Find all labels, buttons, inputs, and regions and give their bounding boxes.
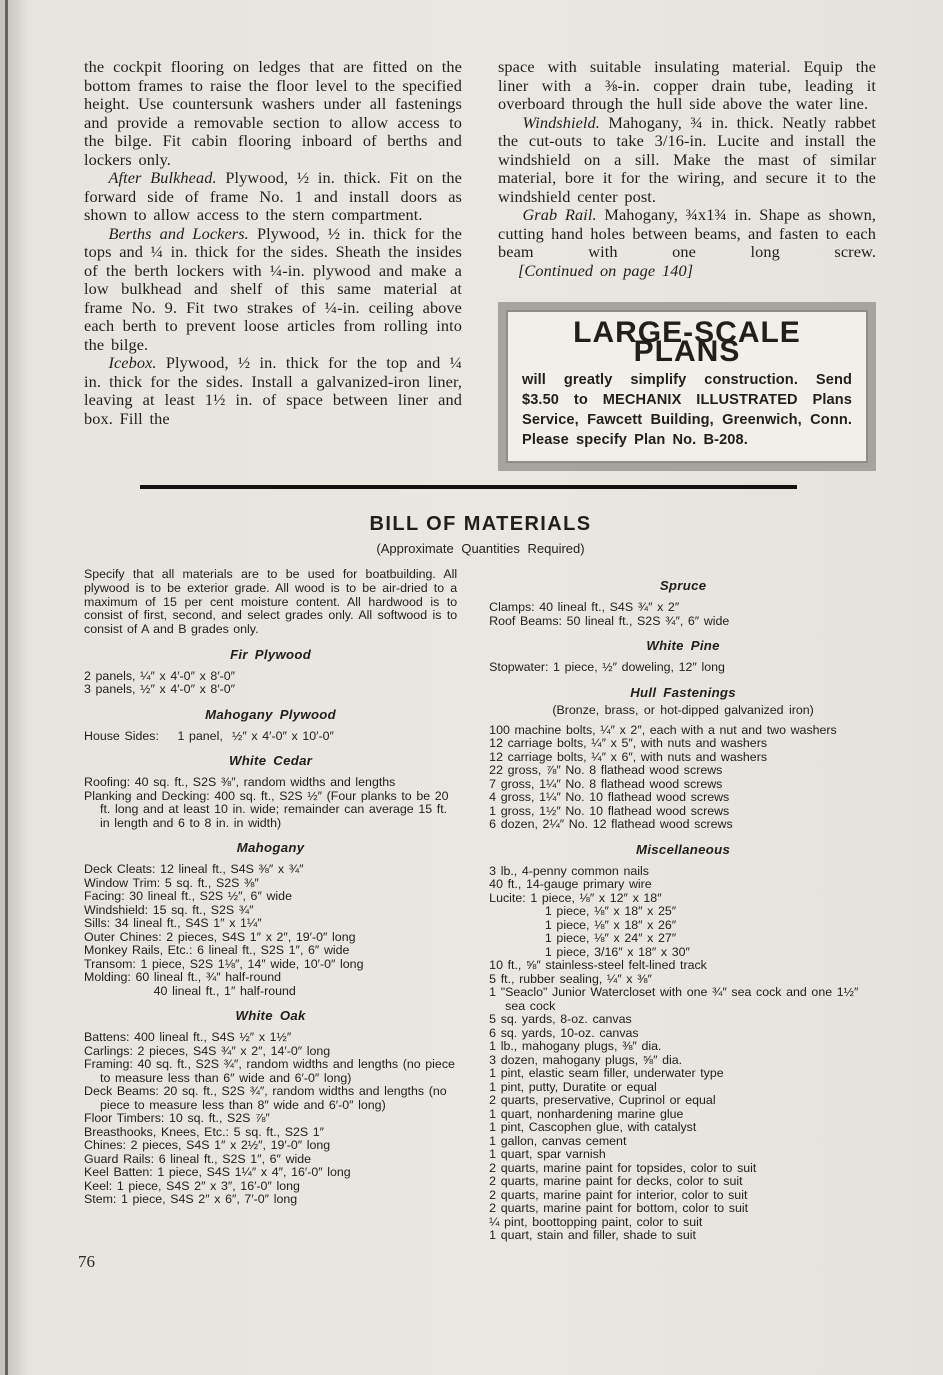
paragraph-text: Plywood, ½ in. thick for the top and ¼ in. thick for the sides. Install a galvanized-iron liner, leaving at least 1½ in. of space between liner and box. Fill the — [84, 353, 462, 428]
bom-item: Roofing: 40 sq. ft., S2S ⅜″, random widths and lengths — [84, 775, 396, 790]
bom-item: 2 quarts, marine paint for topsides, color to suit — [489, 1160, 757, 1175]
bom-item: Guard Rails: 6 lineal ft., S2S 1″, 6″ wide — [84, 1151, 312, 1166]
bom-item: 1 quart, stain and filler, shade to suit — [489, 1228, 696, 1242]
bom-item: Clamps: 40 lineal ft., S4S ¾″ x 2″ — [489, 600, 680, 614]
bom-item: 2 quarts, marine paint for decks, color to suit — [489, 1174, 743, 1188]
article-paragraph — [84, 169, 462, 225]
bom-item: Stopwater: 1 piece, ½″ doweling, 12″ long — [489, 660, 725, 674]
bom-item: Keel: 1 piece, S4S 2″ x 3″, 16′-0″ long — [84, 1178, 300, 1193]
paragraph-text: Mahogany, ¾ in. thick. Neatly rabbet the cut-outs to take 3/16-in. Lucite and install the windshield on a sill. Make the mast of similar material, bore it for the wiring, and secure it to the windshield center post. — [498, 112, 876, 206]
bom-item: 12 carriage bolts, ¼″ x 6″, with nuts and washers — [489, 749, 768, 764]
bom-item: Framing: 40 sq. ft., S2S ¾″, random widths and lengths (no piece to measure less than 6″ wide and 6′-0″ long) — [84, 1057, 460, 1085]
bom-section — [84, 753, 457, 830]
article-paragraph — [84, 58, 462, 169]
bom-section-heading: White Pine — [646, 638, 720, 653]
bom-section — [489, 842, 877, 1243]
page-number: 76 — [78, 1252, 95, 1271]
bom-item: Deck Cleats: 12 lineal ft., S4S ⅜″ x ¾″ — [84, 862, 304, 877]
paragraph-text: Plywood, ½ in. thick. Fit on the forward side of frame No. 1 and install doors as shown to allow access to the stern compartment. — [84, 168, 462, 224]
bom-section — [84, 1008, 460, 1207]
bom-section-heading: Mahogany Plywood — [205, 706, 337, 722]
bom-right-sections — [489, 578, 877, 1243]
bom-item: 1 quart, spar varnish — [489, 1147, 606, 1161]
bom-section — [84, 647, 457, 697]
bom-item: Battens: 400 lineal ft., S4S ½″ x 1½″ — [84, 1030, 292, 1045]
article-column-left — [84, 58, 462, 471]
page-content — [84, 58, 877, 1243]
bom-item: Windshield: 15 sq. ft., S2S ¾″ — [84, 902, 254, 917]
bom-section-heading: White Oak — [235, 1008, 306, 1024]
bom-section-heading: Mahogany — [236, 840, 305, 856]
bom-item: 40 ft., 14-gauge primary wire — [489, 877, 652, 891]
paragraph-text: Plywood, ½ in. thick for the tops and ¼ in. thick for the sides. Sheath the insides of the berth lockers with ¼-in. plywood and make a low bulkhead and shelf of this same material at frame No. 9. Fit two strakes of ¼-in. ceiling above each berth to prevent loose articles from rolling into the bilge. — [84, 223, 462, 354]
plans-offer-box — [498, 302, 876, 471]
bom-item: 5 ft., rubber sealing, ¼″ x ⅜″ — [489, 971, 652, 986]
bom-item: 3 dozen, mahogany plugs, ⅝″ dia. — [489, 1052, 683, 1067]
bom-left-sections — [84, 646, 460, 1207]
bom-item: ¼ pint, boottopping paint, color to suit — [489, 1214, 703, 1229]
article-paragraph — [498, 206, 876, 280]
bom-item: Facing: 30 lineal ft., S2S ½″, 6″ wide — [84, 889, 292, 904]
bom-item: Transom: 1 piece, S2S 1⅛″, 14″ wide, 10′-0″ long — [84, 956, 364, 971]
bom-section-heading: Miscellaneous — [636, 841, 731, 857]
bom-item: 6 sq. yards, 10-oz. canvas — [489, 1025, 639, 1040]
bom-item: 1 "Seaclo" Junior Watercloset with one ¾″ sea cock and one 1½″ sea cock — [489, 985, 864, 1013]
bom-item: 10 ft., ⅝″ stainless-steel felt-lined track — [489, 958, 707, 972]
bom-item: 2 panels, ¼″ x 4′-0″ x 8′-0″ — [84, 668, 236, 683]
bom-item: Carlings: 2 pieces, S4S ¾″ x 2″, 14′-0″ long — [84, 1043, 331, 1058]
paragraph-lead: Berths and Lockers. — [108, 223, 249, 243]
bom-item: Chines: 2 pieces, S4S 1″ x 2½″, 19′-0″ long — [84, 1138, 331, 1153]
bom-item: 1 lb., mahogany plugs, ⅜″ dia. — [489, 1039, 662, 1053]
paragraph-text: space with suitable insulating material. Equip the liner with a ⅜-in. copper drain tube, leading it overboard through the hull side above the water line. — [498, 57, 876, 113]
paragraph-text: Mahogany, ¾x1¾ in. Shape as shown, cutting hand holes between beams, and fasten to each beam with one long screw. — [498, 205, 876, 261]
page-spine-shading — [0, 0, 26, 1375]
plans-box-body: will greatly simplify construction. Send $3.50 to MECHANIX ILLUSTRATED Plans Service, Fawcett Building, Greenwich, Conn. Please specify Plan No. B-208. — [522, 372, 852, 448]
article-paragraph — [84, 354, 462, 428]
paragraph-text: the cockpit flooring on ledges that are fitted on the bottom frames to raise the floor level to the specified height. Use countersunk washers under all fastenings and provide a removable section to allow access to the bilge. Fit cabin flooring inboard of berths and lockers only. — [84, 57, 462, 169]
bom-section — [84, 840, 457, 998]
paragraph-lead: After Bulkhead. — [108, 168, 217, 187]
bom-section-note: (Bronze, brass, or hot-dipped galvanized iron) — [552, 702, 814, 717]
bom-item: Sills: 34 lineal ft., S4S 1″ x 1¼″ — [84, 916, 262, 931]
bom-section — [489, 578, 877, 628]
bom-section — [84, 707, 457, 744]
bom-item: Molding: 60 lineal ft., ¾″ half-round — [84, 970, 282, 985]
bom-item: 1 gallon, canvas cement — [489, 1133, 627, 1148]
article-paragraph — [498, 114, 876, 207]
bom-item: Breasthooks, Knees, Etc.: 5 sq. ft., S2S 1″ — [84, 1124, 325, 1139]
article-right-paragraphs — [498, 58, 876, 280]
bom-item: 12 carriage bolts, ¼″ x 5″, with nuts and washers — [489, 736, 768, 750]
bom-item: Monkey Rails, Etc.: 6 lineal ft., S2S 1″, 6″ wide — [84, 943, 350, 958]
bom-item: 1 piece, ⅛″ x 24″ x 27″ — [489, 931, 677, 945]
bom-item: Lucite: 1 piece, ⅛″ x 12″ x 18″ — [489, 890, 662, 905]
bom-columns — [84, 568, 877, 1243]
bom-section — [489, 685, 877, 832]
bom-item: Floor Timbers: 10 sq. ft., S2S ⅞″ — [84, 1111, 270, 1126]
bom-item: Stem: 1 piece, S4S 2″ x 6″, 7′-0″ long — [84, 1192, 298, 1207]
bom-item: 1 piece, 3/16″ x 18″ x 30″ — [489, 944, 690, 959]
bom-item: 3 panels, ½″ x 4′-0″ x 8′-0″ — [84, 682, 236, 697]
bom-title: BILL OF MATERIALS — [369, 513, 592, 535]
article-paragraph — [498, 58, 876, 114]
bom-item: 1 piece, ⅛″ x 18″ x 26″ — [489, 917, 677, 932]
bom-item: 2 quarts, preservative, Cuprinol or equal — [489, 1093, 716, 1107]
page-spine-line — [5, 0, 8, 1375]
bom-item: 4 gross, 1¼″ No. 10 flathead wood screws — [489, 790, 730, 804]
paragraph-lead: Icebox. — [108, 353, 157, 372]
bom-item: 5 sq. yards, 8-oz. canvas — [489, 1012, 632, 1026]
bom-item: House Sides: 1 panel, ½″ x 4′-0″ x 10′-0″ — [84, 728, 334, 743]
bom-item: Outer Chines: 2 pieces, S4S 1″ x 2″, 19′-0″ long — [84, 929, 356, 944]
bom-section — [489, 638, 877, 675]
bom-item: 6 dozen, 2¼″ No. 12 flathead wood screws — [489, 817, 733, 831]
bom-item: Deck Beams: 20 sq. ft., S2S ¾″, random widths and lengths (no piece to measure less than 8″ wide and 6′-0″ long) — [84, 1084, 452, 1112]
bom-item: 40 lineal ft., 1″ half-round — [84, 983, 296, 998]
bom-item: Planking and Decking: 400 sq. ft., S2S ½″ (Four planks to be 20 ft. long and at least 10 in. wide; remainder can average 15 ft. in length and 6 to 8 in. in width) — [84, 788, 454, 830]
article-column-right — [498, 58, 876, 471]
section-divider-rule — [140, 485, 797, 489]
bom-item: 1 piece, ⅛″ x 18″ x 25″ — [489, 904, 677, 918]
paragraph-lead: Windshield. — [522, 112, 600, 132]
continued-note: [Continued on page 140] — [518, 260, 694, 280]
bom-subtitle: (Approximate Quantities Required) — [376, 541, 585, 556]
bom-item: 2 quarts, marine paint for interior, color to suit — [489, 1187, 748, 1202]
bom-item: 1 pint, putty, Duratite or equal — [489, 1079, 657, 1094]
plans-box-title: LARGE-SCALE PLANS — [573, 316, 801, 368]
bom-section-heading: Hull Fastenings — [630, 684, 736, 700]
bom-item: 22 gross, ⅞″ No. 8 flathead wood screws — [489, 763, 723, 777]
paragraph-lead: Grab Rail. — [522, 205, 597, 224]
bom-item: 1 gross, 1½″ No. 10 flathead wood screws — [489, 803, 730, 818]
bom-column-right — [489, 568, 877, 1243]
bom-section-heading: Spruce — [659, 578, 707, 593]
bom-column-left — [84, 567, 460, 1207]
bom-item: Roof Beams: 50 lineal ft., S2S ¾″, 6″ wide — [489, 613, 730, 628]
bom-section-heading: Fir Plywood — [230, 646, 312, 662]
article — [84, 58, 877, 471]
bom-item: Window Trim: 5 sq. ft., S2S ⅜″ — [84, 875, 259, 890]
bom-item: 2 quarts, marine paint for bottom, color to suit — [489, 1201, 749, 1215]
bom-item: 100 machine bolts, ¼″ x 2″, each with a nut and two washers — [489, 722, 837, 737]
bom-item: 1 quart, nonhardening marine glue — [489, 1106, 684, 1121]
bom-item: 3 lb., 4-penny common nails — [489, 863, 649, 878]
bom-intro: Specify that all materials are to be used for boatbuilding. All plywood is to be exterior grade. All wood is to be air-dried to a maximum of 15 per cent moisture content. All hardwood is to consist of first, second, and select grades only. All softwood is to consist of A and B grades only. — [84, 567, 458, 637]
article-paragraph — [84, 225, 462, 355]
bom-item: 1 pint, elastic seam filler, underwater type — [489, 1066, 724, 1080]
bom-item: 1 pint, Cascophen glue, with catalyst — [489, 1120, 697, 1134]
bom-section-heading: White Cedar — [228, 753, 313, 769]
bill-of-materials — [84, 513, 877, 1243]
bom-item: Keel Batten: 1 piece, S4S 1¼″ x 4″, 16′-0″ long — [84, 1165, 351, 1180]
bom-item: 7 gross, 1¼″ No. 8 flathead wood screws — [489, 776, 723, 791]
